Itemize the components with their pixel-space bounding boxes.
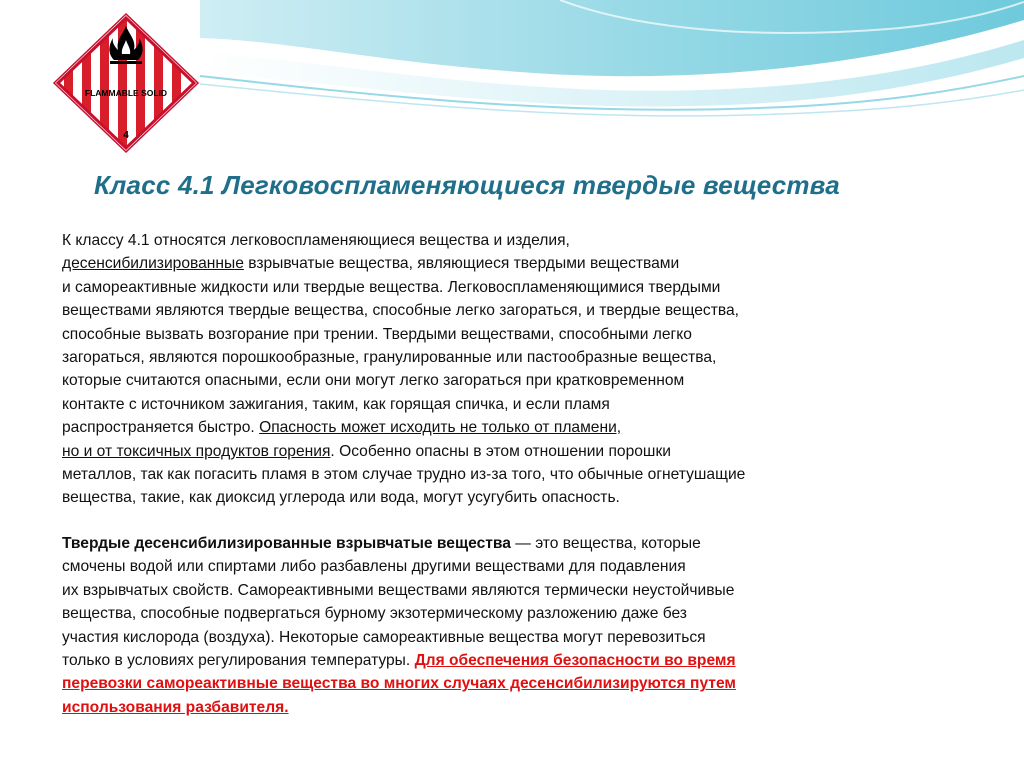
paragraph1-line xyxy=(62,252,942,275)
paragraph1-line: способные вызвать возгорание при трении. Твердыми веществами, способными легко xyxy=(62,325,692,343)
paragraph1-line: загораться, являются порошкообразные, гранулированные или пастообразные вещества, xyxy=(62,349,717,367)
paragraph1-line: веществами являются твердые вещества, способные легко загораться, и твердые вещества, xyxy=(62,302,739,320)
paragraph1-line: и самореактивные жидкости или твердые вещества. Легковоспламеняющимися твердыми xyxy=(62,278,721,296)
paragraph2-line xyxy=(62,696,942,719)
sign-class-number: 4 xyxy=(123,130,129,141)
paragraph2-line: их взрывчатых свойств. Самореактивными веществами являются термически неустойчивые xyxy=(62,581,735,599)
red-highlight: использования разбавителя. xyxy=(62,698,289,716)
paragraph2-line xyxy=(62,649,942,672)
paragraph2-line xyxy=(62,532,942,555)
underlined-term: десенсибилизированные xyxy=(62,255,244,273)
red-highlight-line: перевозки самореактивные вещества во многих случаях десенсибилизируются путем xyxy=(62,675,736,693)
paragraph1-line: контакте с источником зажигания, таким, как горящая спичка, и если пламя xyxy=(62,395,610,413)
paragraph1-line: вещества, такие, как диоксид углерода или вода, могут усугубить опасность. xyxy=(62,489,620,507)
bold-term: Твердые десенсибилизированные взрывчатые вещества xyxy=(62,534,511,552)
text-segment: взрывчатые вещества, являющиеся твердыми веществами xyxy=(243,255,680,273)
sign-label: FLAMMABLE SOLID xyxy=(84,88,168,98)
red-highlight: Для обеспечения безопасности во время xyxy=(414,651,736,669)
paragraph1-line: металлов, так как погасить пламя в этом случае трудно из-за того, что обычные огнетушащие xyxy=(62,466,746,484)
paragraph2-line: вещества, способные подвергаться бурному экзотермическому разложению даже без xyxy=(62,605,687,623)
text-segment: распространяется быстро. xyxy=(62,419,260,437)
text-segment: только в условиях регулирования температуры. xyxy=(62,651,415,669)
text-segment: . Особенно опасны в этом отношении порошки xyxy=(330,442,671,460)
slide-body xyxy=(62,229,942,719)
underlined-phrase: но и от токсичных продуктов горения xyxy=(62,442,331,460)
flammable-solid-hazard-sign xyxy=(52,12,200,154)
paragraph-gap xyxy=(62,510,942,532)
text-segment: — это вещества, которые xyxy=(510,534,701,552)
paragraph1-line: К классу 4.1 относятся легковоспламеняющиеся вещества и изделия, xyxy=(62,232,570,249)
paragraph1-line xyxy=(62,440,942,463)
paragraph2-line: смочены водой или спиртами либо разбавлены другими веществами для подавления xyxy=(62,558,686,576)
paragraph1-line xyxy=(62,416,942,439)
slide-title: Класс 4.1 Легковоспламеняющиеся твердые вещества xyxy=(94,170,840,200)
underlined-phrase: Опасность может исходить не только от пламени, xyxy=(259,419,622,437)
paragraph1-line: которые считаются опасными, если они могут легко загораться при кратковременном xyxy=(62,372,685,390)
paragraph2-line: участия кислорода (воздуха). Некоторые самореактивные вещества могут перевозиться xyxy=(62,628,706,646)
